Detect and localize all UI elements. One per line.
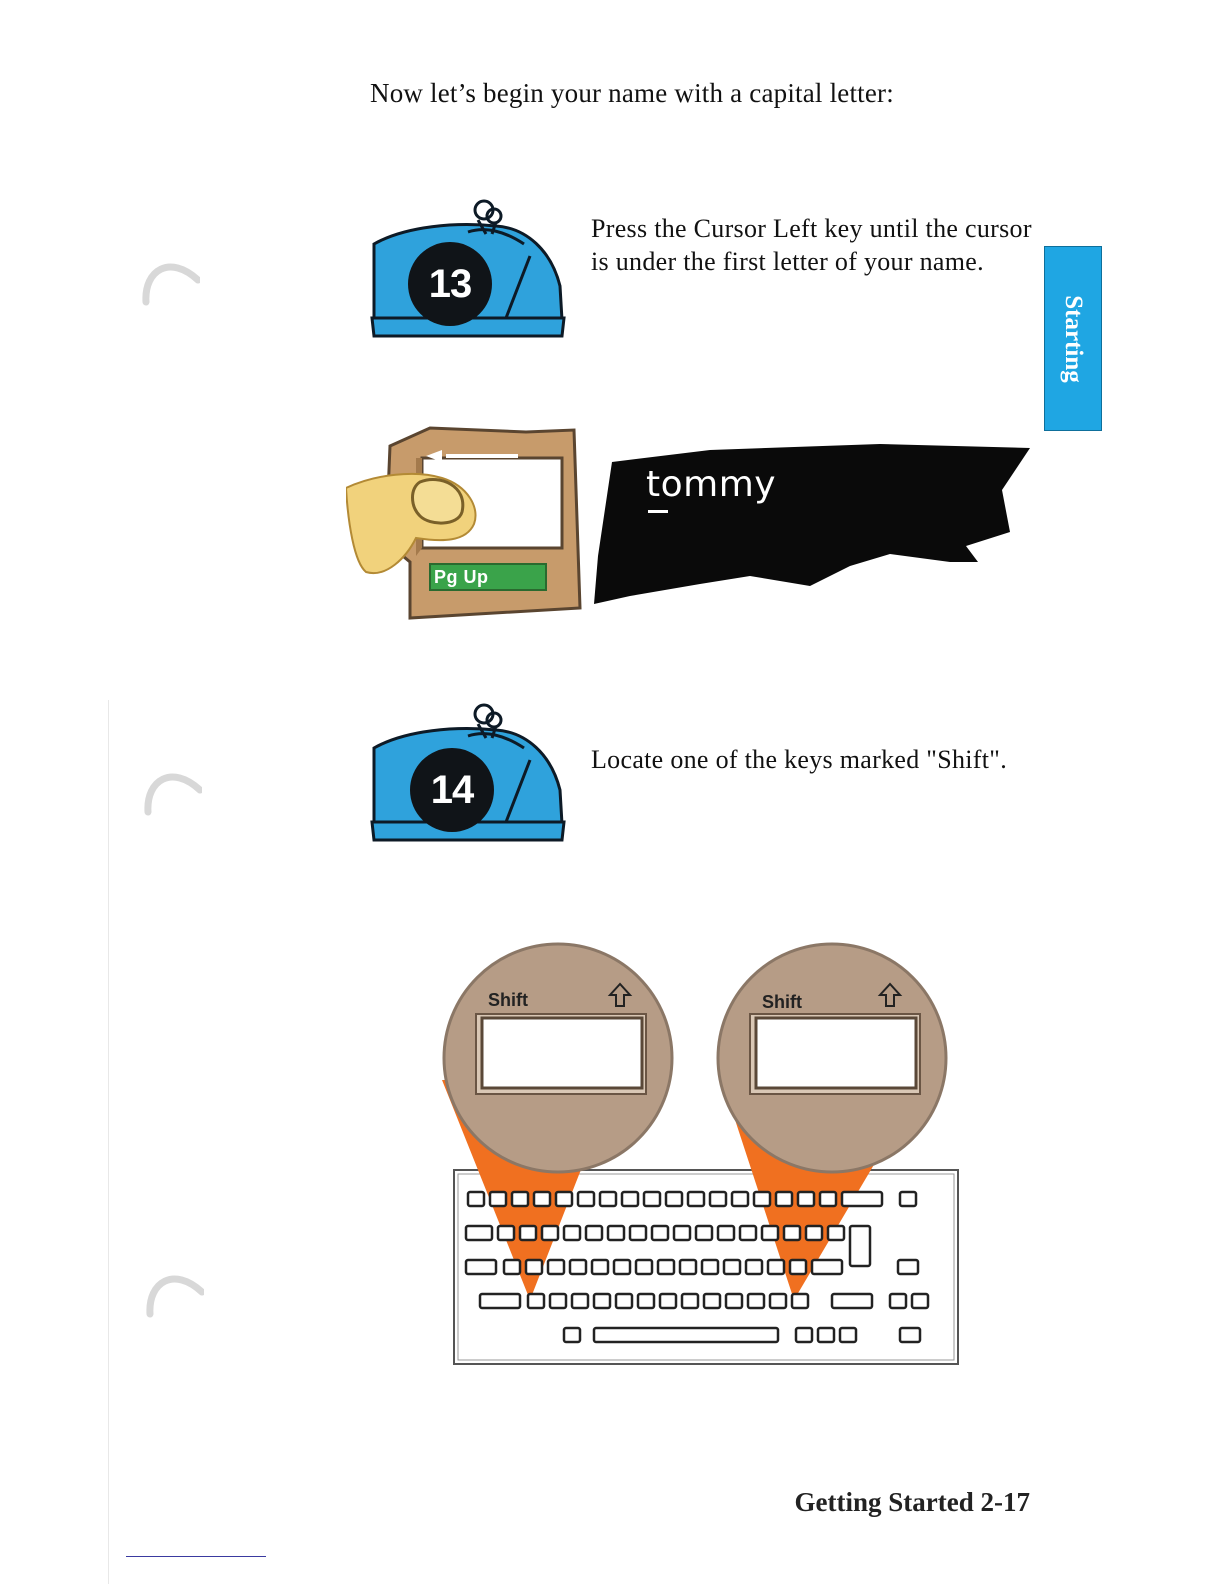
section-tab — [1044, 246, 1102, 431]
text-cursor — [648, 510, 668, 513]
cursor-left-key-icon — [346, 422, 586, 628]
step-number: 13 — [408, 242, 492, 326]
shift-key-label-left: Shift — [488, 990, 528, 1010]
pg-up-key-label: Pg Up — [434, 567, 489, 587]
step-13-icon — [366, 196, 566, 346]
binder-hole-middle — [142, 760, 202, 820]
binder-hole-bottom — [144, 1262, 204, 1322]
step-number: 14 — [410, 748, 494, 832]
shift-key-label-right: Shift — [762, 992, 802, 1012]
step-14-icon — [366, 700, 566, 850]
step-13-text: Press the Cursor Left key until the cursor is under the first letter of your name. — [591, 214, 1032, 276]
screen-background — [590, 436, 1036, 612]
page-edge-rule — [108, 700, 109, 1584]
step-14-text: Locate one of the keys marked "Shift". — [591, 745, 1007, 774]
keyboard-shift-illustration — [430, 940, 970, 1370]
footnote-rule — [126, 1556, 266, 1557]
page-footer: Getting Started 2-17 — [794, 1487, 1030, 1517]
screen-display — [590, 436, 1036, 612]
screen-text: tommy — [646, 464, 777, 505]
section-tab-label: Starting — [1060, 294, 1087, 383]
intro-text: Now let’s begin your name with a capital letter: — [370, 78, 894, 108]
cursor-left-key-illustration — [346, 422, 586, 628]
binder-hole-top — [140, 250, 200, 310]
